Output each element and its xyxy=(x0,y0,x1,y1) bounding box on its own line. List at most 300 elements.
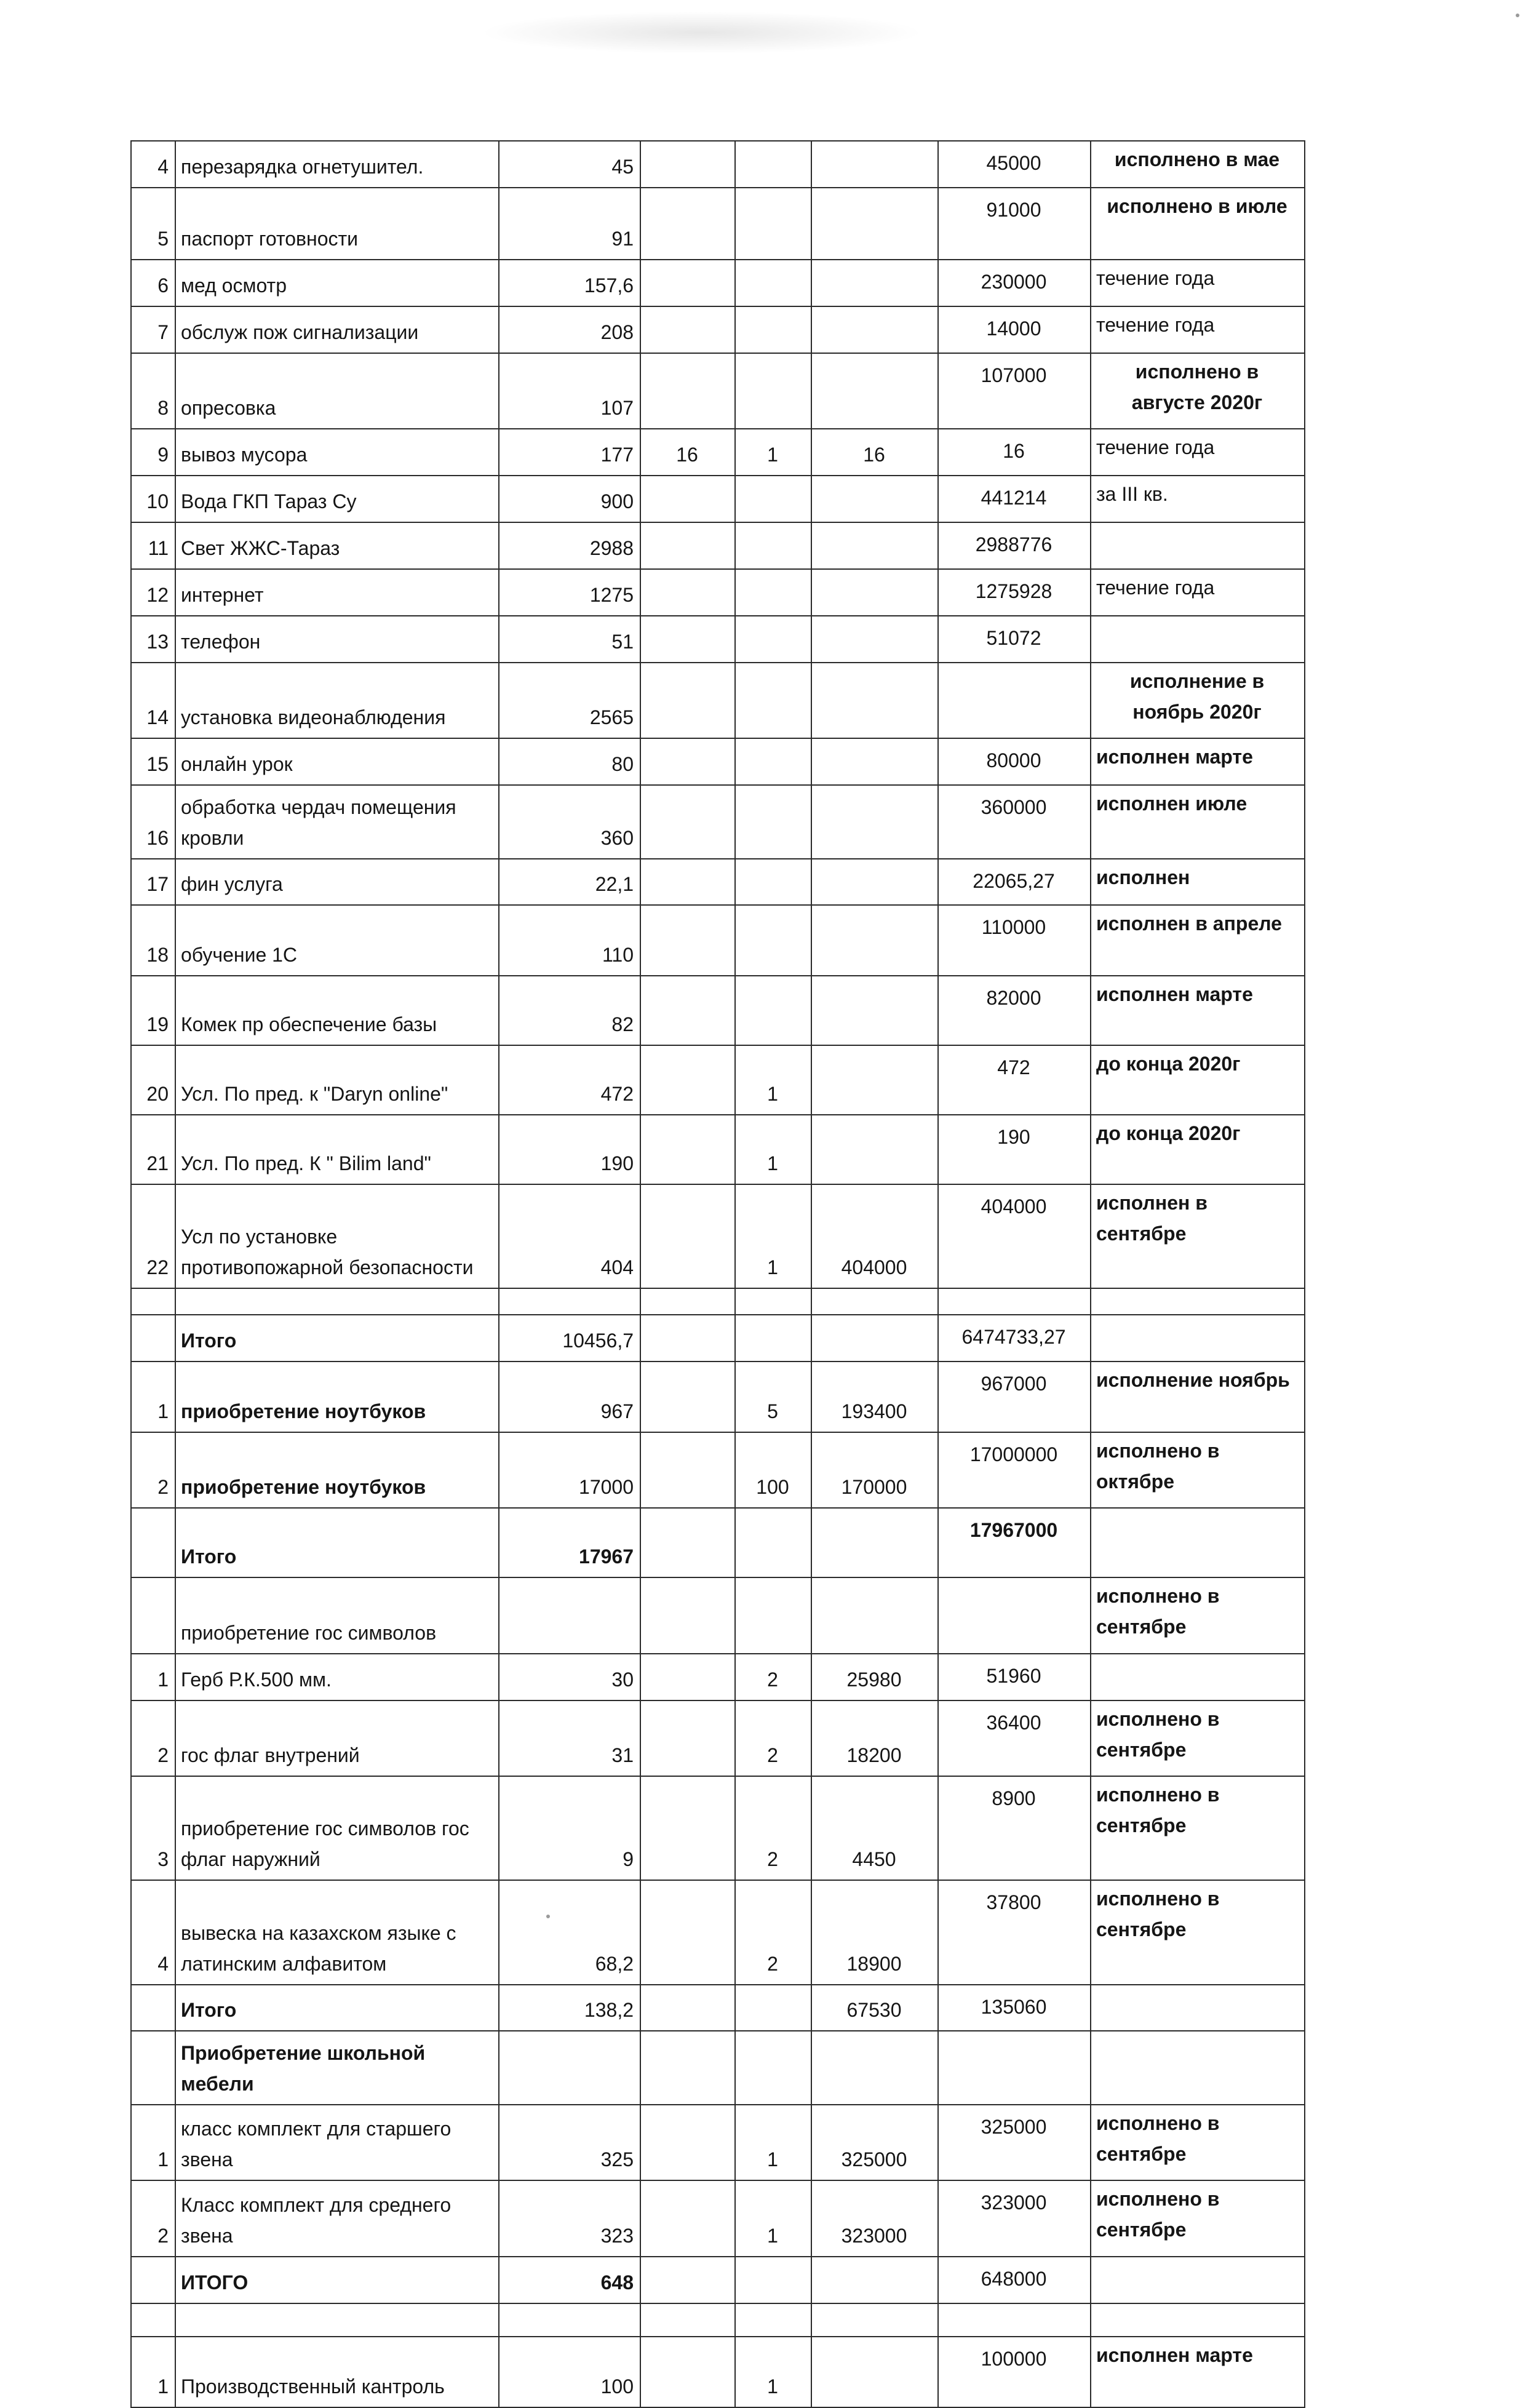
total-cell: 17967000 xyxy=(938,1508,1091,1577)
row-number xyxy=(131,1315,175,1361)
total-cell: 323000 xyxy=(938,2180,1091,2257)
qty-cell xyxy=(640,188,735,260)
row-number: 2 xyxy=(131,2180,175,2257)
qty-cell xyxy=(640,1315,735,1361)
table-row xyxy=(131,1361,1305,1432)
status-cell xyxy=(1091,1508,1305,1577)
status-cell: исполнен марте xyxy=(1091,2337,1305,2407)
item-name: паспорт готовности xyxy=(175,188,499,260)
item-name: фин услуга xyxy=(175,859,499,906)
row-number: 2 xyxy=(131,1700,175,1777)
total-cell: 80000 xyxy=(938,738,1091,785)
price-cell xyxy=(811,1288,938,1315)
row-number: 8 xyxy=(131,353,175,429)
row-number: 4 xyxy=(131,1880,175,1984)
count-cell xyxy=(735,1985,811,2031)
table-row xyxy=(131,2031,1305,2104)
status-cell xyxy=(1091,522,1305,569)
amount-cell: 967 xyxy=(499,1361,640,1432)
status-cell: исполнен марте xyxy=(1091,976,1305,1045)
qty-cell xyxy=(640,1115,735,1184)
qty-cell xyxy=(640,260,735,306)
status-cell: исполнено в сентябре xyxy=(1091,1880,1305,1984)
price-cell xyxy=(811,1315,938,1361)
amount-cell: 177 xyxy=(499,429,640,476)
item-name: Свет ЖЖС-Тараз xyxy=(175,522,499,569)
item-name: опресовка xyxy=(175,353,499,429)
total-cell: 37800 xyxy=(938,1880,1091,1984)
price-cell xyxy=(811,2337,938,2407)
item-name: Производственный кантроль xyxy=(175,2337,499,2407)
row-number: 6 xyxy=(131,260,175,306)
row-number: 14 xyxy=(131,663,175,739)
scan-dot xyxy=(1516,14,1519,17)
qty-cell xyxy=(640,785,735,858)
expense-table xyxy=(130,140,1305,2408)
count-cell xyxy=(735,188,811,260)
count-cell xyxy=(735,2031,811,2104)
count-cell: 2 xyxy=(735,1880,811,1984)
count-cell xyxy=(735,905,811,976)
count-cell: 1 xyxy=(735,1184,811,1288)
status-cell: за III кв. xyxy=(1091,476,1305,522)
qty-cell xyxy=(640,738,735,785)
table-row xyxy=(131,353,1305,429)
row-number: 22 xyxy=(131,1184,175,1288)
table-row xyxy=(131,738,1305,785)
price-cell: 325000 xyxy=(811,2105,938,2181)
table-row xyxy=(131,429,1305,476)
amount-cell: 208 xyxy=(499,306,640,353)
item-name: гос флаг внутрений xyxy=(175,1700,499,1777)
amount-cell xyxy=(499,2303,640,2337)
status-cell: до конца 2020г xyxy=(1091,1045,1305,1115)
price-cell xyxy=(811,663,938,739)
price-cell xyxy=(811,353,938,429)
count-cell: 2 xyxy=(735,1654,811,1700)
table-row xyxy=(131,976,1305,1045)
item-name: вывоз мусора xyxy=(175,429,499,476)
amount-cell: 472 xyxy=(499,1045,640,1115)
count-cell xyxy=(735,1315,811,1361)
table-row xyxy=(131,1115,1305,1184)
total-cell: 51072 xyxy=(938,616,1091,663)
table-row xyxy=(131,2257,1305,2303)
total-cell xyxy=(938,1577,1091,1654)
price-cell xyxy=(811,1115,938,1184)
count-cell xyxy=(735,616,811,663)
table-row xyxy=(131,1315,1305,1361)
qty-cell xyxy=(640,2180,735,2257)
total-cell: 91000 xyxy=(938,188,1091,260)
count-cell: 1 xyxy=(735,429,811,476)
item-name: обработка чердач помещения кровли xyxy=(175,785,499,858)
price-cell xyxy=(811,569,938,616)
count-cell: 1 xyxy=(735,2337,811,2407)
amount-cell: 2565 xyxy=(499,663,640,739)
qty-cell xyxy=(640,2031,735,2104)
table-row xyxy=(131,1577,1305,1654)
status-cell: исполнено в августе 2020г xyxy=(1091,353,1305,429)
qty-cell xyxy=(640,1288,735,1315)
qty-cell xyxy=(640,1432,735,1509)
row-number: 9 xyxy=(131,429,175,476)
row-number: 10 xyxy=(131,476,175,522)
table-row xyxy=(131,616,1305,663)
total-cell: 82000 xyxy=(938,976,1091,1045)
item-name: перезарядка огнетушител. xyxy=(175,141,499,188)
status-cell xyxy=(1091,1654,1305,1700)
price-cell xyxy=(811,2031,938,2104)
amount-cell: 404 xyxy=(499,1184,640,1288)
total-cell: 45000 xyxy=(938,141,1091,188)
status-cell xyxy=(1091,2031,1305,2104)
amount-cell: 325 xyxy=(499,2105,640,2181)
amount-cell xyxy=(499,2031,640,2104)
table-row xyxy=(131,522,1305,569)
status-cell: исполнено в июле xyxy=(1091,188,1305,260)
item-name xyxy=(175,1288,499,1315)
count-cell: 1 xyxy=(735,2105,811,2181)
qty-cell xyxy=(640,1577,735,1654)
qty-cell xyxy=(640,353,735,429)
count-cell xyxy=(735,476,811,522)
item-name: Вода ГКП Тараз Су xyxy=(175,476,499,522)
total-cell: 135060 xyxy=(938,1985,1091,2031)
status-cell xyxy=(1091,1315,1305,1361)
total-cell: 110000 xyxy=(938,905,1091,976)
row-number: 4 xyxy=(131,141,175,188)
item-name: Комек пр обеспечение базы xyxy=(175,976,499,1045)
total-cell: 967000 xyxy=(938,1361,1091,1432)
total-cell: 190 xyxy=(938,1115,1091,1184)
table-row xyxy=(131,2105,1305,2181)
total-cell: 16 xyxy=(938,429,1091,476)
status-cell: исполнен июле xyxy=(1091,785,1305,858)
table-row xyxy=(131,1700,1305,1777)
amount-cell: 10456,7 xyxy=(499,1315,640,1361)
scan-artifact xyxy=(480,11,923,54)
status-cell: течение года xyxy=(1091,306,1305,353)
price-cell xyxy=(811,905,938,976)
total-cell: 17000000 xyxy=(938,1432,1091,1509)
table-row xyxy=(131,476,1305,522)
qty-cell xyxy=(640,476,735,522)
table-row xyxy=(131,859,1305,906)
row-number: 21 xyxy=(131,1115,175,1184)
qty-cell xyxy=(640,522,735,569)
price-cell xyxy=(811,1045,938,1115)
table-row xyxy=(131,2303,1305,2337)
amount-cell: 360 xyxy=(499,785,640,858)
status-cell: исполнено в сентябре xyxy=(1091,1700,1305,1777)
count-cell xyxy=(735,2303,811,2337)
amount-cell: 323 xyxy=(499,2180,640,2257)
row-number: 19 xyxy=(131,976,175,1045)
row-number: 12 xyxy=(131,569,175,616)
price-cell xyxy=(811,1508,938,1577)
qty-cell xyxy=(640,569,735,616)
item-name: обслуж пож сигнализации xyxy=(175,306,499,353)
count-cell xyxy=(735,2257,811,2303)
qty-cell xyxy=(640,1654,735,1700)
price-cell xyxy=(811,785,938,858)
row-number: 13 xyxy=(131,616,175,663)
status-cell: исполнен в сентябре xyxy=(1091,1184,1305,1288)
item-name: вывеска на казахском языке с латинским алфавитом xyxy=(175,1880,499,1984)
qty-cell xyxy=(640,2257,735,2303)
qty-cell xyxy=(640,2105,735,2181)
total-cell: 404000 xyxy=(938,1184,1091,1288)
price-cell: 18200 xyxy=(811,1700,938,1777)
count-cell: 1 xyxy=(735,1115,811,1184)
amount-cell: 30 xyxy=(499,1654,640,1700)
total-cell: 2988776 xyxy=(938,522,1091,569)
table-row xyxy=(131,663,1305,739)
total-cell: 100000 xyxy=(938,2337,1091,2407)
count-cell: 100 xyxy=(735,1432,811,1509)
item-name: обучение 1С xyxy=(175,905,499,976)
item-name: Усл. По пред. к "Daryn online" xyxy=(175,1045,499,1115)
total-cell xyxy=(938,1288,1091,1315)
total-cell: 360000 xyxy=(938,785,1091,858)
table-row xyxy=(131,2180,1305,2257)
amount-cell: 91 xyxy=(499,188,640,260)
total-cell xyxy=(938,2031,1091,2104)
row-number xyxy=(131,2257,175,2303)
amount-cell: 17000 xyxy=(499,1432,640,1509)
price-cell xyxy=(811,260,938,306)
item-name: мед осмотр xyxy=(175,260,499,306)
qty-cell xyxy=(640,663,735,739)
amount-cell: 22,1 xyxy=(499,859,640,906)
row-number: 2 xyxy=(131,1432,175,1509)
item-name: приобретение ноутбуков xyxy=(175,1432,499,1509)
amount-cell: 110 xyxy=(499,905,640,976)
count-cell xyxy=(735,738,811,785)
status-cell: исполнено в сентябре xyxy=(1091,1776,1305,1880)
row-number xyxy=(131,1577,175,1654)
price-cell xyxy=(811,859,938,906)
amount-cell: 107 xyxy=(499,353,640,429)
qty-cell xyxy=(640,905,735,976)
table-row xyxy=(131,785,1305,858)
status-cell: течение года xyxy=(1091,260,1305,306)
table-row xyxy=(131,141,1305,188)
qty-cell xyxy=(640,141,735,188)
total-cell: 441214 xyxy=(938,476,1091,522)
count-cell xyxy=(735,976,811,1045)
status-cell: исполнение ноябрь xyxy=(1091,1361,1305,1432)
price-cell: 4450 xyxy=(811,1776,938,1880)
qty-cell xyxy=(640,1045,735,1115)
total-cell: 8900 xyxy=(938,1776,1091,1880)
table-row xyxy=(131,1776,1305,1880)
status-cell xyxy=(1091,1985,1305,2031)
item-name: приобретение гос символов гос флаг наружний xyxy=(175,1776,499,1880)
status-cell: исполнено в мае xyxy=(1091,141,1305,188)
qty-cell xyxy=(640,1776,735,1880)
amount-cell xyxy=(499,1288,640,1315)
item-name: класс комплект для старшего звена xyxy=(175,2105,499,2181)
table-row xyxy=(131,1880,1305,1984)
price-cell: 67530 xyxy=(811,1985,938,2031)
table-row xyxy=(131,260,1305,306)
amount-cell: 45 xyxy=(499,141,640,188)
price-cell: 18900 xyxy=(811,1880,938,1984)
price-cell: 404000 xyxy=(811,1184,938,1288)
status-cell: исполнен xyxy=(1091,859,1305,906)
total-cell: 230000 xyxy=(938,260,1091,306)
table-row xyxy=(131,569,1305,616)
price-cell xyxy=(811,616,938,663)
table-row xyxy=(131,306,1305,353)
price-cell xyxy=(811,2303,938,2337)
amount-cell: 80 xyxy=(499,738,640,785)
total-cell: 36400 xyxy=(938,1700,1091,1777)
item-name: приобретение гос символов xyxy=(175,1577,499,1654)
price-cell: 170000 xyxy=(811,1432,938,1509)
amount-cell: 157,6 xyxy=(499,260,640,306)
total-cell: 22065,27 xyxy=(938,859,1091,906)
table-row xyxy=(131,1654,1305,1700)
item-name: Итого xyxy=(175,1508,499,1577)
price-cell: 193400 xyxy=(811,1361,938,1432)
row-number: 15 xyxy=(131,738,175,785)
total-cell: 14000 xyxy=(938,306,1091,353)
status-cell: исполнено в октябре xyxy=(1091,1432,1305,1509)
status-cell xyxy=(1091,2257,1305,2303)
status-cell xyxy=(1091,1288,1305,1315)
qty-cell xyxy=(640,1361,735,1432)
row-number: 1 xyxy=(131,1654,175,1700)
status-cell: исполнено в сентябре xyxy=(1091,1577,1305,1654)
count-cell xyxy=(735,353,811,429)
row-number: 20 xyxy=(131,1045,175,1115)
status-cell: исполнено в сентябре xyxy=(1091,2180,1305,2257)
row-number: 17 xyxy=(131,859,175,906)
table-row xyxy=(131,905,1305,976)
item-name: установка видеонаблюдения xyxy=(175,663,499,739)
count-cell xyxy=(735,522,811,569)
amount-cell: 648 xyxy=(499,2257,640,2303)
status-cell: исполнено в сентябре xyxy=(1091,2105,1305,2181)
count-cell: 1 xyxy=(735,1045,811,1115)
row-number: 7 xyxy=(131,306,175,353)
item-name: ИТОГО xyxy=(175,2257,499,2303)
item-name: Итого xyxy=(175,1315,499,1361)
row-number: 1 xyxy=(131,2337,175,2407)
item-name: Усл по установке противопожарной безопасности xyxy=(175,1184,499,1288)
count-cell: 2 xyxy=(735,1776,811,1880)
row-number xyxy=(131,1508,175,1577)
item-name xyxy=(175,2303,499,2337)
price-cell xyxy=(811,738,938,785)
status-cell: течение года xyxy=(1091,429,1305,476)
row-number xyxy=(131,2031,175,2104)
qty-cell xyxy=(640,1700,735,1777)
price-cell: 16 xyxy=(811,429,938,476)
item-name: Приобретение школьной мебели xyxy=(175,2031,499,2104)
amount-cell: 138,2 xyxy=(499,1985,640,2031)
qty-cell xyxy=(640,616,735,663)
item-name: Класс комплект для среднего звена xyxy=(175,2180,499,2257)
total-cell xyxy=(938,2303,1091,2337)
table-row xyxy=(131,2337,1305,2407)
amount-cell: 17967 xyxy=(499,1508,640,1577)
amount-cell: 51 xyxy=(499,616,640,663)
total-cell: 6474733,27 xyxy=(938,1315,1091,1361)
row-number: 1 xyxy=(131,1361,175,1432)
status-cell: исполнен марте xyxy=(1091,738,1305,785)
count-cell xyxy=(735,306,811,353)
amount-cell: 2988 xyxy=(499,522,640,569)
status-cell: исполнен в апреле xyxy=(1091,905,1305,976)
price-cell xyxy=(811,188,938,260)
status-cell xyxy=(1091,2303,1305,2337)
item-name: Усл. По пред. К " Bilim land" xyxy=(175,1115,499,1184)
row-number: 3 xyxy=(131,1776,175,1880)
row-number: 16 xyxy=(131,785,175,858)
item-name: Герб Р.К.500 мм. xyxy=(175,1654,499,1700)
table-row xyxy=(131,1508,1305,1577)
amount-cell: 1275 xyxy=(499,569,640,616)
price-cell xyxy=(811,476,938,522)
amount-cell: 900 xyxy=(499,476,640,522)
price-cell xyxy=(811,141,938,188)
count-cell: 2 xyxy=(735,1700,811,1777)
table-row xyxy=(131,1432,1305,1509)
count-cell xyxy=(735,260,811,306)
status-cell: до конца 2020г xyxy=(1091,1115,1305,1184)
table-row xyxy=(131,1184,1305,1288)
amount-cell: 68,2 xyxy=(499,1880,640,1984)
item-name: телефон xyxy=(175,616,499,663)
price-cell xyxy=(811,522,938,569)
item-name: онлайн урок xyxy=(175,738,499,785)
item-name: интернет xyxy=(175,569,499,616)
qty-cell xyxy=(640,1508,735,1577)
count-cell xyxy=(735,785,811,858)
row-number xyxy=(131,1288,175,1315)
count-cell xyxy=(735,1288,811,1315)
table-row xyxy=(131,1288,1305,1315)
total-cell: 107000 xyxy=(938,353,1091,429)
count-cell xyxy=(735,1508,811,1577)
row-number: 5 xyxy=(131,188,175,260)
table-row xyxy=(131,188,1305,260)
price-cell: 25980 xyxy=(811,1654,938,1700)
count-cell: 5 xyxy=(735,1361,811,1432)
qty-cell xyxy=(640,1985,735,2031)
total-cell: 648000 xyxy=(938,2257,1091,2303)
status-cell: течение года xyxy=(1091,569,1305,616)
qty-cell xyxy=(640,2337,735,2407)
table-row xyxy=(131,1985,1305,2031)
price-cell xyxy=(811,306,938,353)
count-cell xyxy=(735,141,811,188)
total-cell: 1275928 xyxy=(938,569,1091,616)
row-number: 11 xyxy=(131,522,175,569)
amount-cell: 190 xyxy=(499,1115,640,1184)
total-cell: 51960 xyxy=(938,1654,1091,1700)
price-cell xyxy=(811,976,938,1045)
row-number xyxy=(131,1985,175,2031)
amount-cell: 31 xyxy=(499,1700,640,1777)
count-cell xyxy=(735,859,811,906)
price-cell xyxy=(811,1577,938,1654)
qty-cell: 16 xyxy=(640,429,735,476)
